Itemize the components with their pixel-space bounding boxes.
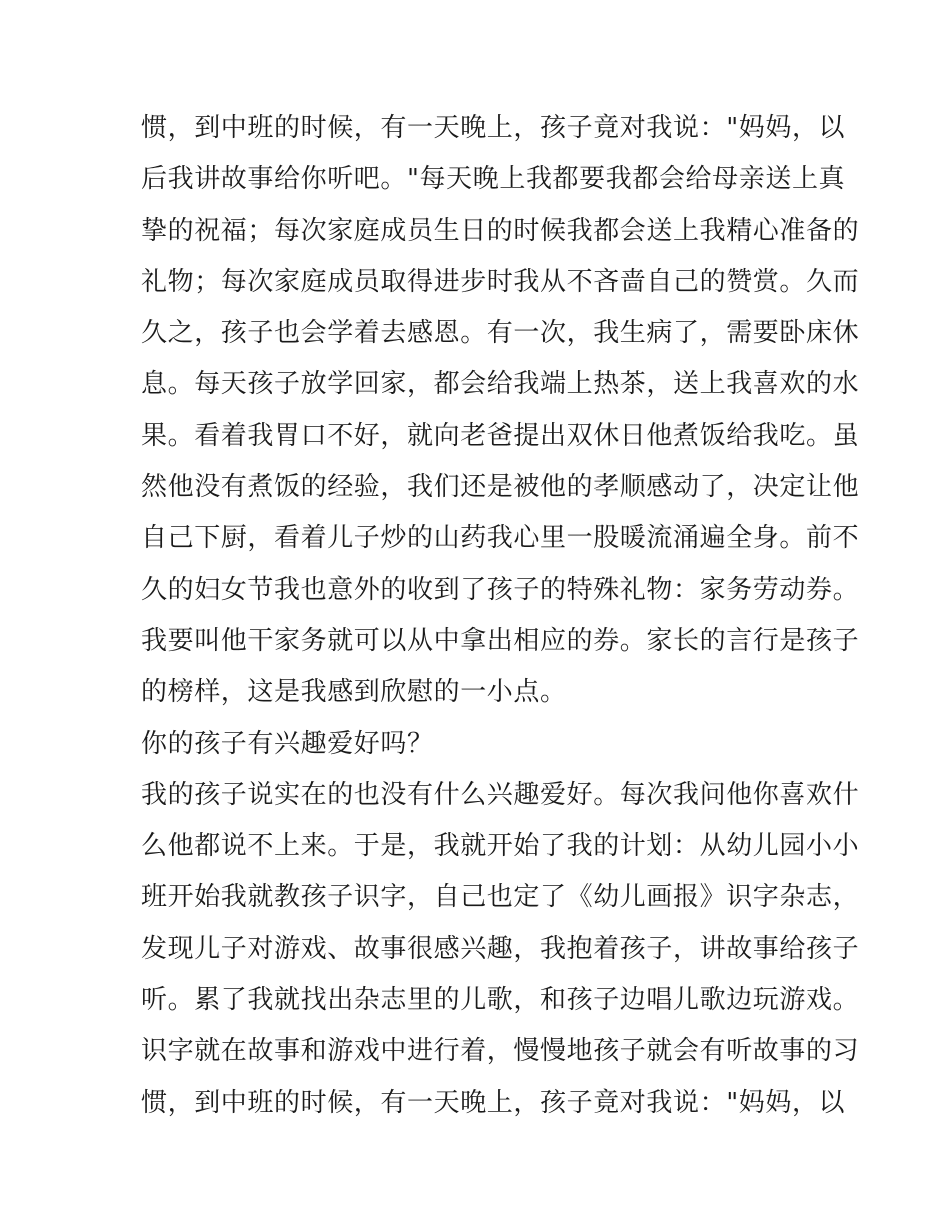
text-line: 挚的祝福；每次家庭成员生日的时候我都会送上我精心准备的 xyxy=(141,215,860,246)
text-line: 么他都说不上来。于是，我就开始了我的计划：从幼儿园小小 xyxy=(141,831,860,862)
text-line: 我的孩子说实在的也没有什么兴趣爱好。每次我问他你喜欢什 xyxy=(141,779,860,810)
body-text xyxy=(141,103,860,1129)
text-line: 礼物；每次家庭成员取得进步时我从不吝啬自己的赞赏。久而 xyxy=(141,266,860,297)
text-line: 识字就在故事和游戏中进行着，慢慢地孩子就会有听故事的习 xyxy=(141,1036,860,1067)
text-line: 班开始我就教孩子识字，自己也定了《幼儿画报》识字杂志， xyxy=(141,882,860,913)
text-line: 听。累了我就找出杂志里的儿歌，和孩子边唱儿歌边玩游戏。 xyxy=(141,985,860,1016)
text-line: 自己下厨，看着儿子炒的山药我心里一股暖流涌遍全身。前不 xyxy=(141,523,860,554)
text-line: 久之，孩子也会学着去感恩。有一次，我生病了，需要卧床休 xyxy=(141,318,860,349)
text-line: 久的妇女节我也意外的收到了孩子的特殊礼物：家务劳动券。 xyxy=(141,574,860,605)
text-line: 然他没有煮饭的经验，我们还是被他的孝顺感动了，决定让他 xyxy=(141,472,860,503)
text-line: 发现儿子对游戏、故事很感兴趣，我抱着孩子，讲故事给孩子 xyxy=(141,933,860,964)
text-line: 后我讲故事给你听吧。"每天晚上我都要我都会给母亲送上真 xyxy=(141,164,846,195)
text-line: 惯，到中班的时候，有一天晚上，孩子竟对我说："妈妈，以 xyxy=(141,113,846,143)
text-line: 的榜样，这是我感到欣慰的一小点。 xyxy=(141,677,567,708)
text-line: 果。看着我胃口不好，就向老爸提出双休日他煮饭给我吃。虽 xyxy=(141,420,860,451)
text-line: 惯，到中班的时候，有一天晚上，孩子竟对我说："妈妈，以 xyxy=(141,1087,846,1118)
text-line: 我要叫他干家务就可以从中拿出相应的券。家长的言行是孩子 xyxy=(141,625,860,656)
text-line: 息。每天孩子放学回家，都会给我端上热茶，送上我喜欢的水 xyxy=(141,369,860,400)
section-question: 你的孩子有兴趣爱好吗？ xyxy=(141,728,434,759)
